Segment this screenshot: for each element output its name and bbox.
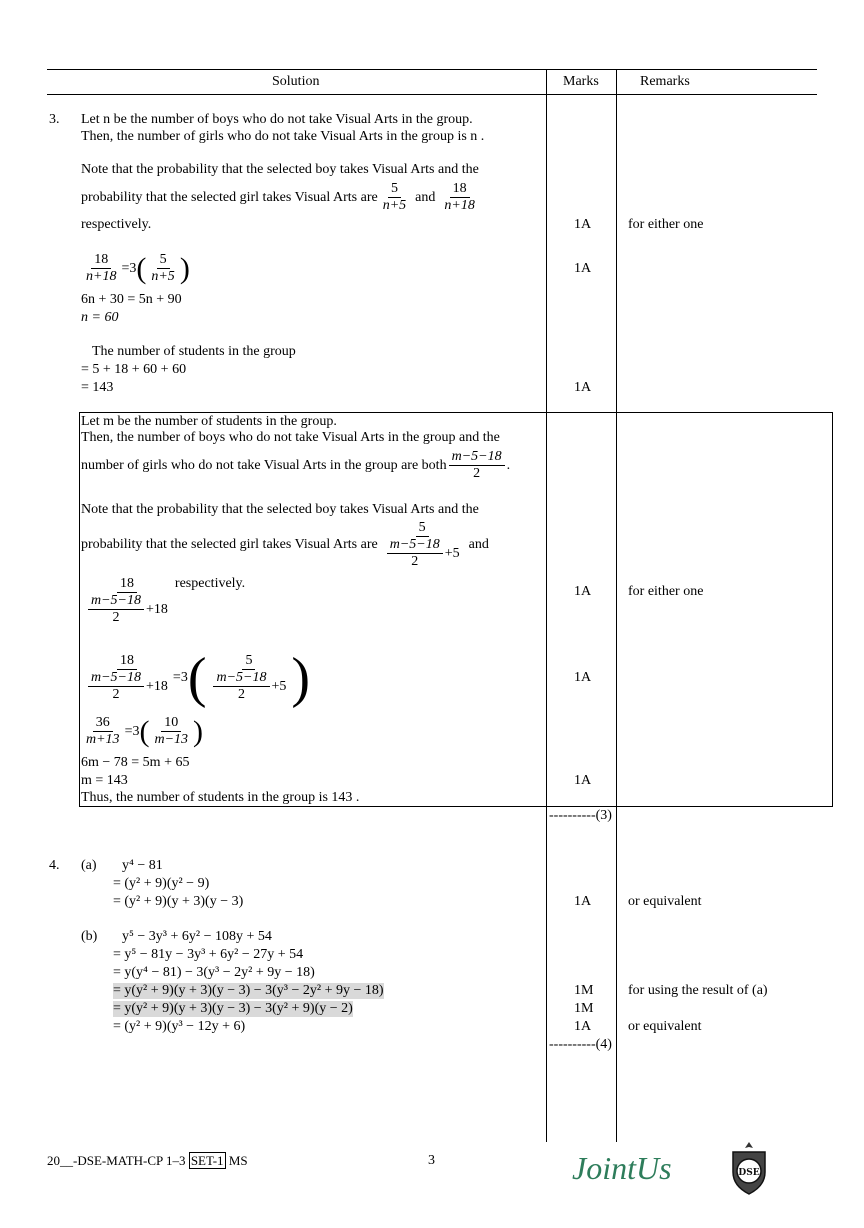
q4-b-mark-2: 1M [574,1001,594,1016]
header-remarks: Remarks [640,74,690,89]
alt-mark-3: 1A [574,773,592,788]
footer-code-box: SET-1 [190,1153,224,1168]
q4-a3: = (y² + 9)(y + 3)(y − 3) [113,894,244,909]
q3-note1: Note that the probability that the selected boy takes Visual Arts and the [81,162,479,177]
q4-b-remark-1: for using the result of (a) [628,983,768,998]
q4-b2: = y⁵ − 81y − 3y³ + 6y² − 27y + 54 [113,947,304,962]
header-solution: Solution [272,74,320,89]
q3-note2: probability that the selected girl takes Visual Arts are [81,189,378,205]
q3-mark-3: 1A [574,380,592,395]
alt-line3-row: number of girls who do not take Visual Arts in the group are both $\frac{m-5-18}{2}$ . [81,449,511,481]
q3-line1: Let n be the number of boys who do not take Visual Arts in the group. [81,112,473,127]
alt-conclusion: Thus, the number of students in the group is 143 . [81,790,360,805]
q4-b-mark-1: 1M [574,983,594,998]
header-marks: Marks [563,74,599,89]
footer-code-suffix: MS [228,1153,248,1168]
q4-b1: y⁵ − 3y³ + 6y² − 108y + 54 [122,929,272,944]
q4-b5: = y(y² + 9)(y + 3)(y − 3) − 3(y² + 9)(y − 2) [113,1001,353,1016]
q3-students2: = 5 + 18 + 60 + 60 [81,362,187,377]
q3-note2-row [81,181,480,214]
q4-a-mark: 1A [574,894,592,909]
q4-b-remark-2: or equivalent [628,1019,702,1034]
dse-badge-icon [727,1140,771,1196]
alt-note2-row: probability that the selected girl takes Visual Arts are 5 $\frac{m-5-18}{2}$ +5 and [81,520,489,569]
alt-mark-1: 1A [574,584,592,599]
q4-b-mark-3: 1A [574,1019,592,1034]
q3-line2: Then, the number of girls who do not take Visual Arts in the group is n . [81,129,485,144]
q3-frac-boy: $\frac{5}{n+5}$ [382,181,407,213]
q4-b4: = y(y² + 9)(y + 3)(y − 3) − 3(y³ − 2y² + 9y − 18) [113,983,384,998]
svg-text:DSE: DSE [738,1168,760,1178]
q4-a2: = (y² + 9)(y² − 9) [113,876,210,891]
q4-b6: = (y² + 9)(y³ − 12y + 6) [113,1019,246,1034]
alt-respectively-row: 18 $\frac{m-5-18}{2}$ +18 respectively. [81,576,245,626]
q3-students3: = 143 [81,380,114,395]
alt-line3: number of girls who do not take Visual Arts in the group are both [81,457,447,473]
q4-a-remark: or equivalent [628,894,702,909]
q3-and: and [415,189,436,205]
header-top-rule [47,69,817,70]
alt-subtotal: ----------(3) [549,808,612,823]
alt-mark-2: 1A [574,670,592,685]
alt-equation: 18 $\frac{m-5-18}{2}$ +18 =3 ( 5 $\frac{m-5-18}{2}$ +5 ) [81,650,310,706]
q3-frac-girl: $\frac{18}{n+18}$ [444,181,475,213]
q4-subtotal: ----------(4) [549,1037,612,1052]
q4-part-a: (a) [81,858,97,873]
alt-line2: Then, the number of boys who do not take Visual Arts in the group and the [81,430,500,445]
alt-note1: Note that the probability that the selected boy takes Visual Arts and the [81,502,479,517]
alt-respectively: respectively. [174,576,246,591]
alt-line1: Let m be the number of students in the group. [81,414,337,429]
alt-equation-simplified: $\frac{36}{m+13}$ =3 ( $\frac{10}{m-13}$ ) [86,714,204,748]
alt-remark: for either one [628,584,704,599]
q3-students1: The number of students in the group [92,344,296,359]
jointus-logo-text: JointUs [572,1150,672,1186]
jointus-logo [572,1150,672,1187]
q4-a1: y⁴ − 81 [122,858,163,873]
q3-eq-b: n = 60 [81,310,119,325]
alt-eq-a: 6m − 78 = 5m + 65 [81,755,190,770]
q4-b3: = y(y⁴ − 81) − 3(y³ − 2y² + 9y − 18) [113,965,315,980]
q3-equation: $\frac{18}{n+18}$ =3 ( $\frac{5}{n+5}$ ) [86,251,190,285]
q3-remark: for either one [628,217,704,232]
q3-mark-2: 1A [574,261,592,276]
q3-respectively: respectively. [81,217,152,232]
header-bottom-rule [47,94,817,95]
q3-mark-1: 1A [574,217,592,232]
alt-and: and [468,537,489,552]
alt-note2: probability that the selected girl takes Visual Arts are [81,537,378,552]
footer-page-number: 3 [428,1153,435,1168]
q3-eq-a: 6n + 30 = 5n + 90 [81,292,182,307]
footer-code [47,1153,248,1169]
alt-eq-b: m = 143 [81,773,128,788]
q3-number: 3. [49,112,60,127]
q4-number: 4. [49,858,60,873]
q4-part-b: (b) [81,929,98,944]
footer-code-prefix: 20__-DSE-MATH-CP 1–3 [47,1153,186,1168]
